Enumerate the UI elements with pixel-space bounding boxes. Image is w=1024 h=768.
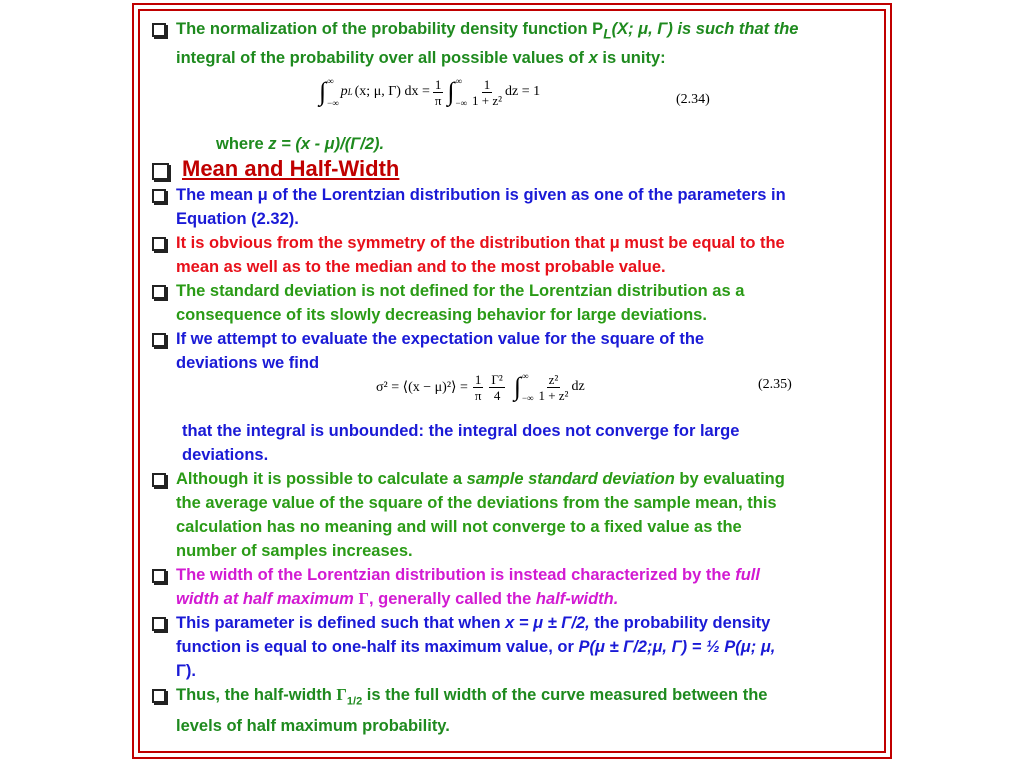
- lower-limit: −∞: [455, 98, 467, 109]
- integral-icon: ∫: [513, 372, 521, 402]
- checkbox-bullet-icon: [152, 689, 166, 703]
- frac-bottom: 4: [493, 387, 501, 403]
- bullet-text: The standard deviation is not defined for the Lorentzian distribution as a: [176, 282, 745, 301]
- checkbox-bullet-icon: [152, 473, 166, 487]
- bullet-text: Γ).: [176, 662, 196, 681]
- checkbox-bullet-icon: [152, 617, 166, 631]
- variable-x: x: [588, 49, 598, 68]
- bullet-text: the probability density: [589, 614, 771, 633]
- checkbox-bullet-icon: [152, 189, 166, 203]
- bullet-text: , generally called the: [368, 590, 536, 609]
- checkbox-bullet-icon: [152, 285, 166, 299]
- bullet-expression: x = μ ± Γ/2,: [505, 614, 590, 633]
- bullet-text: that the integral is unbounded: the integral does not converge for large: [182, 422, 740, 441]
- section-heading: Mean and Half-Width: [182, 156, 400, 182]
- where-text: where: [216, 135, 269, 154]
- checkbox-bullet-icon: [152, 163, 169, 180]
- eq-args: (x; μ, Γ) dx =: [354, 84, 430, 100]
- bullet-text: integral of the probability over all possible values of: [176, 49, 589, 68]
- bullet-parameter-definition: [146, 611, 874, 683]
- bullet-text-italic: width at half maximum: [176, 590, 359, 609]
- where-expression: z = (x - μ)/(Γ/2).: [268, 135, 385, 154]
- expectation-continuation: [146, 419, 874, 467]
- bullet-text: the average value of the square of the deviations from the sample mean, this: [176, 494, 777, 513]
- bullet-text-italic: sample standard deviation: [466, 470, 675, 489]
- checkbox-bullet-icon: [152, 333, 166, 347]
- bullet-text: Although it is possible to calculate a: [176, 470, 467, 489]
- frac-top: 1: [474, 371, 482, 387]
- equation-number: (2.34): [676, 92, 710, 108]
- bullet-half-width: [146, 683, 874, 737]
- bullet-text: If we attempt to evaluate the expectation value for the square of the: [176, 330, 705, 349]
- bullet-text: levels of half maximum probability.: [176, 716, 450, 735]
- gamma-symbol: Γ: [358, 589, 369, 609]
- subscript: L: [603, 26, 612, 42]
- bullet-text: The normalization of the probability density function P: [176, 20, 604, 38]
- bullet-text: (X; μ, Γ) is such that the: [611, 20, 799, 38]
- section-heading-row: [146, 156, 874, 183]
- where-clause: [146, 132, 874, 156]
- bullet-text: The mean μ of the Lorentzian distribution is given as one of the parameters in: [176, 186, 786, 205]
- frac-top: 1: [434, 76, 442, 92]
- frac-bottom: π: [474, 387, 482, 403]
- bullet-text: is the full width of the curve measured between the: [362, 686, 768, 705]
- subscript: 1/2: [346, 695, 363, 708]
- slide-content: [146, 17, 874, 738]
- bullet-text: is unity:: [597, 49, 666, 68]
- bullet-text: number of samples increases.: [176, 542, 413, 561]
- eq-rhs: dz = 1: [504, 84, 541, 100]
- frac-top: 1: [483, 76, 491, 92]
- frac-bottom: 1 + z²: [471, 92, 502, 108]
- gamma-symbol: Γ: [336, 685, 347, 705]
- upper-limit: ∞: [521, 371, 529, 382]
- bullet-text: Equation (2.32).: [176, 210, 299, 229]
- integral-icon: ∫: [319, 77, 327, 107]
- slide-inner-frame: [138, 9, 886, 753]
- bullet-symmetry: [146, 231, 874, 279]
- bullet-expression: P(μ ± Γ/2;μ, Γ) = ½ P(μ; μ,: [578, 638, 776, 657]
- equation-2-34: [146, 70, 874, 120]
- bullet-text: It is obvious from the symmetry of the distribution that μ must be equal to the: [176, 234, 785, 253]
- bullet-width: [146, 563, 874, 611]
- checkbox-bullet-icon: [152, 23, 166, 37]
- bullet-text: consequence of its slowly decreasing behavior for large deviations.: [176, 306, 707, 325]
- bullet-text: calculation has no meaning and will not converge to a fixed value as the: [176, 518, 742, 537]
- slide-frame: [132, 3, 892, 759]
- frac-top: Γ²: [491, 371, 503, 387]
- bullet-text: Thus, the half-width: [176, 686, 337, 705]
- checkbox-bullet-icon: [152, 569, 166, 583]
- bullet-mean: [146, 183, 874, 231]
- bullet-text: deviations.: [182, 446, 269, 465]
- bullet-text-italic: half-width.: [535, 590, 619, 609]
- bullet-text: deviations we find: [176, 354, 320, 373]
- equation-number: (2.35): [758, 377, 792, 393]
- equation-2-35: [146, 365, 874, 409]
- upper-limit: ∞: [455, 76, 462, 87]
- bullet-text: function is equal to one-half its maximum value, or: [176, 638, 579, 657]
- lower-limit: −∞: [521, 393, 534, 404]
- bullet-normalization: [146, 17, 874, 70]
- checkbox-bullet-icon: [152, 237, 166, 251]
- upper-limit: ∞: [327, 76, 334, 87]
- eq-rhs: dz: [571, 379, 585, 395]
- eq-lhs: p: [340, 84, 348, 100]
- bullet-text: This parameter is defined such that when: [176, 614, 506, 633]
- integral-icon: ∫: [447, 77, 455, 107]
- frac-bottom: 1 + z²: [538, 387, 569, 403]
- eq-lhs: σ² = ⟨(x − μ)²⟩ =: [376, 379, 468, 395]
- frac-top: z²: [548, 371, 559, 387]
- bullet-std-deviation: [146, 279, 874, 327]
- bullet-text: mean as well as to the median and to the most probable value.: [176, 258, 666, 277]
- bullet-sample-std: [146, 467, 874, 563]
- eq-lhs-sub: L: [347, 87, 353, 98]
- bullet-text: The width of the Lorentzian distribution is instead characterized by the: [176, 566, 736, 585]
- bullet-text-italic: full: [735, 566, 760, 585]
- frac-bottom: π: [434, 92, 442, 108]
- lower-limit: −∞: [327, 98, 339, 109]
- bullet-text: by evaluating: [674, 470, 785, 489]
